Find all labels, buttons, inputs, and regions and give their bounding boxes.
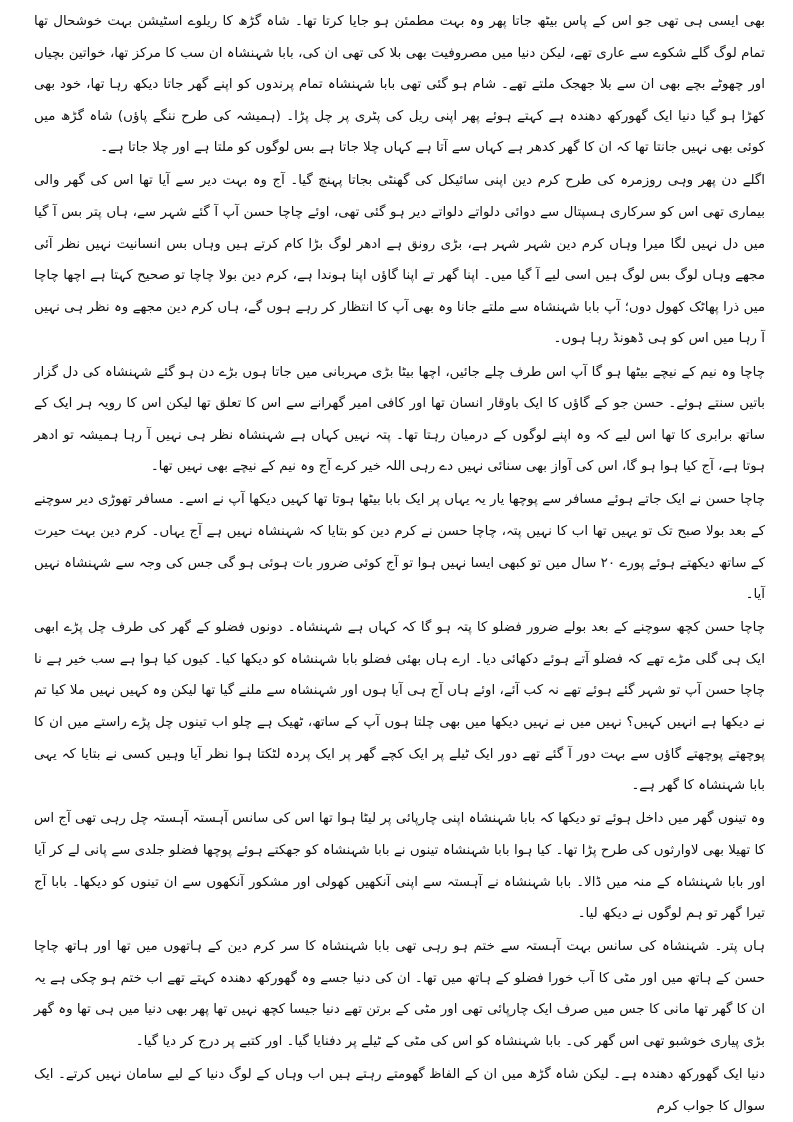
paragraph-7: ہاں پتر۔ شہنشاہ کی سانس بہت آہستہ سے ختم ہو رہی تھی بابا شہنشاہ کا سر کرم دین کے ہاتھوں میں تھا اور ہاتھ چاچا حسن کے ہاتھ میں اور مٹی کا آب خورا فضلو کے ہاتھ میں تھا۔ ان کی دنیا جسے وہ گھورکھ دھندہ کہتے تھے اب ختم ہو چکی ہے یہ ان کا گھر تھا مانی کا جس میں صرف ایک چارپائی تھی اور مٹی کے برتن تھے دنیا جیسا کچھ نہیں تھا پھر بھی دنیا میں ہی تھا وہ گھر بڑی پیاری خوشبو تھی اس گھر کی۔ بابا شہنشاہ کو اس کی مٹی کے ٹیلے پر دفنایا گیا۔ اور کتبے پر درج کر دیا گیا۔ — [34, 939, 765, 1049]
paragraph-1: بھی ایسی ہی تھی جو اس کے پاس بیٹھ جاتا پھر وہ بہت مطمئن ہو جایا کرتا تھا۔ شاہ گڑھ کا ریلوے اسٹیشن بہت خوشحال تھا تمام لوگ گلے شکوے سے عاری تھے، لیکن دنیا میں مصروفیت بھی بلا کی تھی ان کی، بابا شہنشاہ ان سب کا مرکز تھا، خواتین بچیاں اور چھوٹے بچے بھی ان سے بلا جھجک ملتے تھے۔ شام ہو گئی تھی بابا شہنشاہ تمام پرندوں کو اپنے گھر جاتا دیکھ رہا تھا، خود بھی کھڑا ہو گیا دنیا ایک گھورکھ دھندہ ہے کہتے ہوئے پھر اپنی ریل کی پٹری پر چل پڑا۔ (ہمیشہ کی طرح ننگے پاؤں) شاہ گڑھ میں کوئی بھی نہیں جانتا تھا کہ ان کا گھر کدھر ہے کہاں سے آتا ہے کہاں چلا جاتا ہے بس لوگوں کو ملتا ہے اور چلا جاتا ہے۔ — [34, 14, 765, 156]
paragraph-6: وہ تینوں گھر میں داخل ہوئے تو دیکھا کہ بابا شہنشاہ اپنی چارپائی پر لیٹا ہوا تھا اس کی سانس آہستہ آہستہ چل رہی تھی آج اس کا تھیلا بھی لاوارثوں کی طرح پڑا تھا۔ کیا ہوا بابا شہنشاہ تینوں نے بابا شہنشاہ کو جھکتے ہوئے پوچھا فضلو جلدی سے پانی لے کر آیا اور بابا شہنشاہ کے منہ میں ڈالا۔ بابا شہنشاہ نے آہستہ سے اپنی آنکھیں کھولی اور مشکور آنکھوں سے ان تینوں کو دیکھا۔ بابا آج تیرا گھر تو ہم لوگوں نے دیکھ لیا۔ — [34, 811, 765, 922]
paragraph-8: دنیا ایک گھورکھ دھندہ ہے۔ لیکن شاہ گڑھ میں ان کے الفاظ گھومتے رہتے ہیں اب وہاں کے لوگ دنیا کے لیے سامان نہیں کرتے۔ ایک سوال کا جواب کرم — [34, 1067, 765, 1114]
paragraph-4: چاچا حسن نے ایک جاتے ہوئے مسافر سے پوچھا یار یہ یہاں پر ایک بابا بیٹھا ہوتا تھا کہیں دیکھا آپ نے اسے۔ مسافر تھوڑی دیر سوچنے کے بعد بولا صبح تک تو یہیں تھا اب کا نہیں پتہ، چاچا حسن نے کرم دین کو بتایا کہ شہنشاہ نہیں ہے آج یہاں۔ کرم دین بہت حیرت کے ساتھ دیکھتے ہوئے پورے ۲۰ سال میں تو کبھی ایسا نہیں ہوا تو آج کوئی ضرور بات ہوئی ہو گی جس کی وجہ سے شہنشاہ نہیں آیا۔ — [34, 492, 765, 603]
paragraph-2: اگلے دن پھر وہی روزمرہ کی طرح کرم دین اپنی سائیکل کی گھنٹی بجاتا پہنچ گیا۔ آج وہ بہت دیر سے آیا تھا اس کی گھر والی بیماری تھی اس کو سرکاری ہسپتال سے دوائی دلواتے دلواتے دیر ہو گئی تھی، اوئے چاچا حسن آپ آ گئے شہر سے، ہاں پتر بس آ گیا میں دل نہیں لگا میرا وہاں کرم دین شہر شہر ہے، بڑی رونق ہے ادھر لوگ بڑا کام کرتے ہیں وہاں بس انسانیت نہیں نظر آئی مجھے وہاں لوگ بس لوگ ہیں اسی لیے آ گیا میں۔ اپنا گھر تے اپنا گاؤں اپنا ہوندا ہے، کرم دین بولا چاچا تو صحیح کہتا ہے اچھا چاچا میں ذرا پھاٹک کھول دوں؛ آپ بابا شہنشاہ سے ملتے جانا وہ بھی آپ کا انتظار کر رہے ہوں گے، ہاں کرم دین مجھے وہ نظر ہی نہیں آ رہا میں اس کو ہی ڈھونڈ رہا ہوں۔ — [34, 173, 765, 347]
paragraph-5: چاچا حسن کچھ سوچنے کے بعد بولے ضرور فضلو کا پتہ ہو گا کہ کہاں ہے شہنشاہ۔ دونوں فضلو کے گھر کی طرف چل پڑے ابھی ایک ہی گلی مڑے تھے کہ فضلو آتے ہوئے دکھائی دیا۔ ارے ہاں بھئی فضلو بابا شہنشاہ کو دیکھا کیا۔ کیوں کیا ہوا ہے سب خیر ہے نا چاچا حسن آپ تو شہر گئے ہوئے تھے نہ کب آئے، اوئے ہاں آج ہی آیا ہوں اور شہنشاہ سے ملنے گیا تھا لیکن وہ کہیں نہیں ملا کیا تم نے دیکھا ہے انہیں کہیں؟ نہیں میں نے نہیں دیکھا میں بھی چلتا ہوں آپ کے ساتھ، ٹھیک ہے چلو اب تینوں چل پڑے راستے میں ان کا پوچھتے پوچھتے گاؤں سے بہت دور آ گئے تھے دور ایک ٹیلے پر ایک کچے گھر پر ایک پردہ لٹکتا ہوا نظر آیا وہیں کسی نے بتایا کہ یہی بابا شہنشاہ کا گھر ہے۔ — [34, 620, 765, 794]
paragraph-3: چاچا وہ نیم کے نیچے بیٹھا ہو گا آپ اس طرف چلے جائیں، اچھا بیٹا بڑی مہربانی میں جاتا ہوں بڑے دن ہو گئے شہنشاہ کی دل گزار باتیں سنتے ہوئے۔ حسن جو کے گاؤں کا ایک باوقار انسان تھا اور کافی امیر گھرانے سے اس کا تعلق تھا لیکن اس کا رویہ ہر ایک کے ساتھ برابری کا تھا اس لیے کہ وہ اپنے لوگوں کے درمیان رہتا تھا۔ پتہ نہیں کہاں ہے شہنشاہ نظر ہی نہیں آ رہا ہمیشہ تو ادھر ہوتا ہے، آج کیا ہوا ہو گا، اس کی آواز بھی سنائی نہیں دے رہی اللہ خیر کرے آج وہ نیم کے نیچے بھی نہیں تھا۔ — [34, 364, 765, 475]
